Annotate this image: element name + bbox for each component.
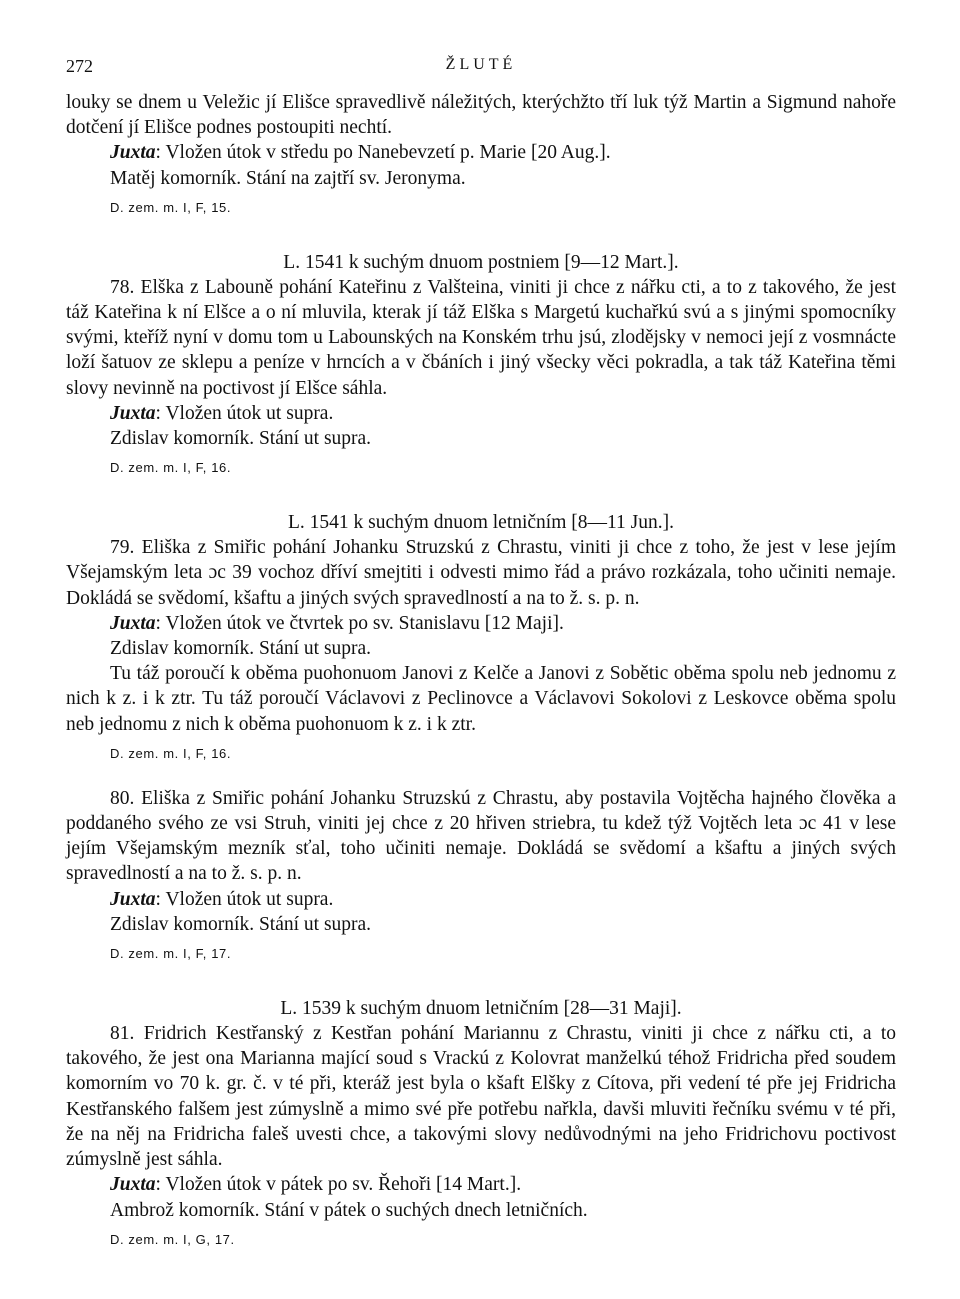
comornik-line: Matěj komorník. Stání na zajtří sv. Jeronyma. xyxy=(110,167,466,189)
juxta-label: Juxta xyxy=(110,888,156,910)
juxta-line xyxy=(66,887,896,912)
source-reference: D. zem. m. I, F, 16. xyxy=(110,745,232,761)
page-header xyxy=(66,56,896,90)
comornik-line: Ambrož komorník. Stání v pátek o suchých dnech letničních. xyxy=(110,1199,588,1221)
juxta-line xyxy=(66,140,896,165)
juxta-label: Juxta xyxy=(110,402,156,424)
juxta-line xyxy=(66,611,896,636)
juxta-text: : Vložen útok ut supra. xyxy=(155,888,334,910)
comornik-line: Zdislav komorník. Stání ut supra. xyxy=(110,913,372,935)
entry-78 xyxy=(66,250,896,480)
section-heading: L. 1541 k suchým dnuom letničním [8—11 Jun.]. xyxy=(288,512,674,534)
entry-paragraph: 79. Eliška z Smiřic pohání Johanku Struzskú z Chrastu, viniti ji chce z toho, že jest v lese jejím Všejamským leta ɔc 39 vochoz dříví smejtiti i odvesti mimo řád a právo rozkázala, toho učiniti nemaje. Dokládá se svědomí, kšaftu a jiných svých spravedlností a na to ž. s. p. n. xyxy=(66,537,896,609)
juxta-line xyxy=(66,401,896,426)
entry-paragraph: 80. Eliška z Smiřic pohání Johanku Struzskú z Chrastu, aby postavila Vojtěcha hajného člověka a poddaného svého ze vsi Struh, viniti jej chce z 20 hřiven striebra, tu kdež týž Vojtěch leta ɔc 41 v lese jejím Všejamským mezník sťal, toho učiniti nemaje. Dokládá se svědomí a kšaftu a jiných svých spravedlností a na to ž. s. p. n. xyxy=(66,787,896,885)
juxta-label: Juxta xyxy=(110,1174,156,1196)
running-title: ŽLUTÉ xyxy=(445,56,517,73)
entry-paragraph: louky se dnem u Veležic jí Elišce spravedlivě náležitých, kterýchžto tří luk týž Martin a Sigmund nahoře dotčení jí Elišce podnes postoupiti nechtí. xyxy=(66,92,896,139)
juxta-text: : Vložen útok ut supra. xyxy=(155,402,334,424)
juxta-label: Juxta xyxy=(110,142,156,164)
source-reference: D. zem. m. I, G, 17. xyxy=(110,1231,235,1247)
source-reference: D. zem. m. I, F, 15. xyxy=(110,199,232,215)
section-heading: L. 1539 k suchým dnuom letničním [28—31 Maji]. xyxy=(280,998,682,1020)
entry-paragraph: 81. Fridrich Kestřanský z Kestřan pohání Mariannu z Chrastu, viniti ji chce z nářku cti, a to takového, že jest ona Marianna mající soud s Vrackú z Kolovrat manželkú téhož Fridricha před soudem komorním vo 70 k. gr. č. v té při, kteráž jest byla o kšaft Elšky z Cítova, při vedení té pře jej Fridricha Kestřanského falšem jest zúmyslně a mimo své pře potřebu nařkla, davši mluviti řečníku svému v té při, že na něj na Fridricha faleš uvesti chce, a takovými slovy nedůvodnými na jeho Fridrichovu poctivost zúmyslně jest sáhla. xyxy=(66,1023,896,1171)
entry-81 xyxy=(66,996,896,1252)
section-heading: L. 1541 k suchým dnuom postniem [9—12 Mart.]. xyxy=(283,251,679,273)
comornik-line: Zdislav komorník. Stání ut supra. xyxy=(110,638,372,660)
entry-80 xyxy=(66,766,896,966)
entry-paragraph: 78. Elška z Labouně pohání Kateřinu z Valšteina, viniti ji chce z nářku cti, a to z takového, že jest táž Kateřina k ní Elšce a o ní mluvila, kterak jí táž Elška s Margetú kuchařkú svú a s jinými spomocníky svými, kteříž nyní v domu tom u Labounských na Konském trhu jsú, zlodějsky v nemoci její z vosmnácte loží šatuov ze sklepu a peníze v hrncích a v čbáních i jiný všecky věci pokradla, a tak táž Kateřina těmi slovy nevinně na poctivost jí Elšce sáhla. xyxy=(66,276,896,399)
source-reference: D. zem. m. I, F, 16. xyxy=(110,460,232,476)
document-page xyxy=(66,56,896,1252)
juxta-label: Juxta xyxy=(110,612,156,634)
juxta-text: : Vložen útok v pátek po sv. Řehoři [14 Mart.]. xyxy=(155,1174,522,1196)
entry-79 xyxy=(66,510,896,766)
page-number: 272 xyxy=(66,56,93,76)
comornik-line: Zdislav komorník. Stání ut supra. xyxy=(110,428,372,450)
entry-77-continuation xyxy=(66,90,896,220)
source-reference: D. zem. m. I, F, 17. xyxy=(110,946,232,962)
juxta-text: : Vložen útok ve čtvrtek po sv. Stanislavu [12 Maji]. xyxy=(155,612,564,634)
juxta-line xyxy=(66,1172,896,1197)
entry-extra-paragraph: Tu táž poroučí k oběma puohonuom Janovi z Kelče a Janovi z Sobětic oběma spolu neb jednomu z nich k z. i k ztr. Tu táž poroučí Václavovi z Peclinovce a Václavovi Sokolovi z Leskovce oběma spolu neb jednomu z nich k oběma puohonuom k z. i k ztr. xyxy=(66,663,896,735)
juxta-text: : Vložen útok v středu po Nanebevzetí p. Marie [20 Aug.]. xyxy=(155,142,611,164)
